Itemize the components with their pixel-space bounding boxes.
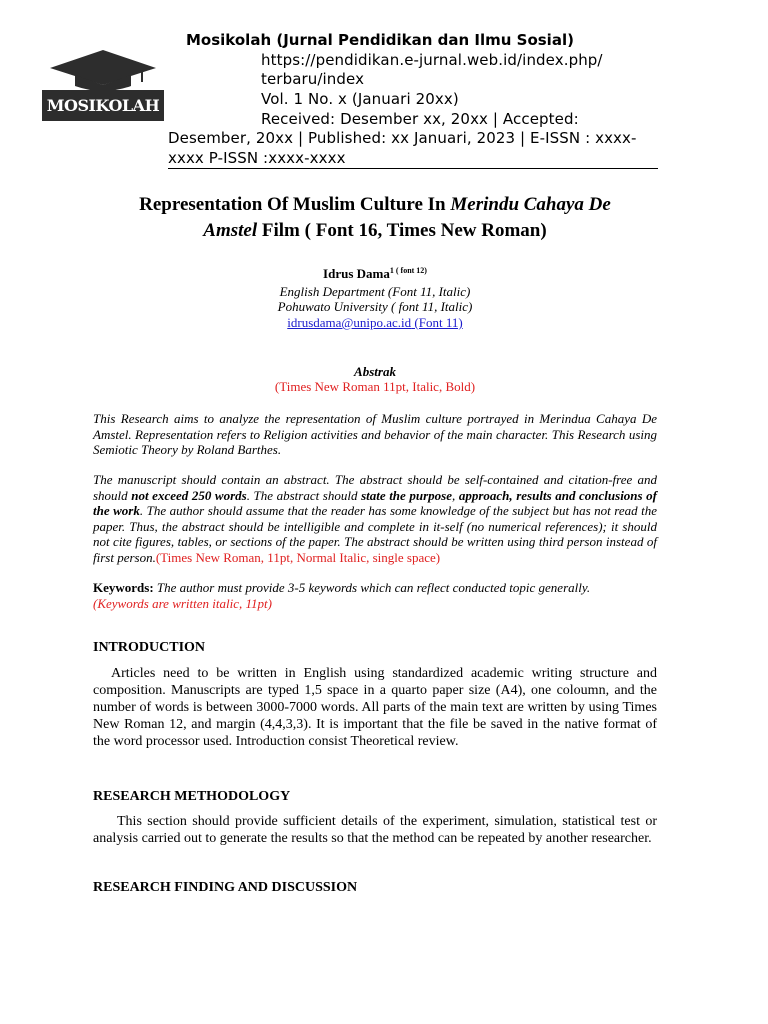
introduction-text: Articles need to be written in English using standardized academic writing structure and composition. Manuscripts are typed 1,5 space in a quarto paper size (A4), one coloumn, and the number of words is between 3000-7000 words. All parts of the main text are written by using Times New Roman 12, and margin (4,4,3,3). It is important that the file be saved in the native format of the word processor used. Introduction consist Theoretical review.	[93, 666, 657, 749]
keywords-label: Keywords:	[93, 580, 154, 595]
title-film-name-2: Amstel	[203, 220, 258, 241]
volume-info: Vol. 1 No. x (Januari 20xx)	[261, 90, 459, 108]
abs2-g: . The author should assume that the reader has some knowledge of the subject but has not read the paper. Thus, the abstract should be intelligible and complete in it-self (no numerical references); it should not cite figures, tables, or sections of the paper. The abstract should be written using third person instead of first person.	[93, 503, 657, 565]
author-name-text: Idrus Dama	[323, 266, 390, 281]
title-part-2: Film ( Font 16, Times New Roman)	[257, 220, 547, 241]
author-university: Pohuwato University ( font 11, Italic)	[277, 299, 473, 314]
abstract-paragraph-2	[93, 472, 657, 565]
author-superscript: 1 ( font 12)	[389, 266, 427, 275]
dates-line-1: Received: Desember xx, 20xx | Accepted:	[261, 110, 579, 128]
dates-line-3: xxxx P-ISSN :xxxx-xxxx	[168, 149, 346, 167]
author-email-note: (Font 11)	[411, 315, 463, 330]
methodology-text: This section should provide sufficient details of the experiment, simulation, statistical test or analysis carried out to generate the results so that the method can be repeated by another researcher.	[93, 814, 657, 846]
title-film-name-1: Merindu Cahaya De	[450, 194, 611, 215]
abs2-c: . The abstract should	[246, 487, 362, 503]
abstract-paragraph-1: This Research aims to analyze the representation of Muslim culture portrayed in Merindua Cahaya De Amstel. Representation refers to Religion activities and behavior of the main character. This Research using Semiotic Theory by Roland Barthes.	[93, 411, 657, 457]
keywords-format-note: (Keywords are written italic, 11pt)	[93, 595, 272, 611]
journal-title: Mosikolah (Jurnal Pendidikan dan Ilmu Sosial)	[186, 31, 574, 49]
author-name	[100, 266, 650, 282]
author-email-link[interactable]: idrusdama@unipo.ac.id	[287, 315, 412, 330]
abs2-purpose: state the purpose	[361, 487, 453, 503]
graduation-cap-icon	[42, 48, 164, 92]
paper-title	[100, 192, 650, 244]
introduction-heading: INTRODUCTION	[93, 640, 206, 655]
abs2-e: ,	[452, 487, 459, 503]
abstract-heading: Abstrak	[354, 364, 396, 379]
abs2-word-limit: not exceed 250 words	[131, 487, 247, 503]
header-divider	[168, 168, 658, 169]
logo-text: MOSIKOLAH	[46, 96, 160, 115]
keywords-text: The author must provide 3-5 keywords which can reflect conducted topic generally.	[153, 580, 591, 595]
methodology-heading: RESEARCH METHODOLOGY	[93, 789, 291, 804]
keywords-line	[93, 580, 657, 611]
journal-url-line-2[interactable]: terbaru/index	[261, 70, 365, 88]
author-email-line	[100, 315, 650, 331]
abstract-format-note: (Times New Roman 11pt, Italic, Bold)	[274, 379, 476, 394]
journal-url-line-1[interactable]: https://pendidikan.e-jurnal.web.id/index.php/	[261, 51, 603, 69]
title-part-1: Representation Of Muslim Culture In	[139, 194, 451, 215]
abs2-a: The manuscript should contain an abstract. The abstract should be self-contained and citation-free and should	[93, 472, 657, 503]
abs2-approach: approach, results and conclusions of the work	[93, 487, 657, 518]
findings-heading: RESEARCH FINDING AND DISCUSSION	[93, 880, 358, 895]
abs2-format-note: (Times New Roman, 11pt, Normal Italic, single space)	[155, 549, 441, 565]
journal-logo	[42, 48, 164, 124]
dates-line-2: Desember, 20xx | Published: xx Januari, 2023 | E-ISSN : xxxx-	[168, 129, 637, 147]
author-department: English Department (Font 11, Italic)	[279, 284, 471, 299]
